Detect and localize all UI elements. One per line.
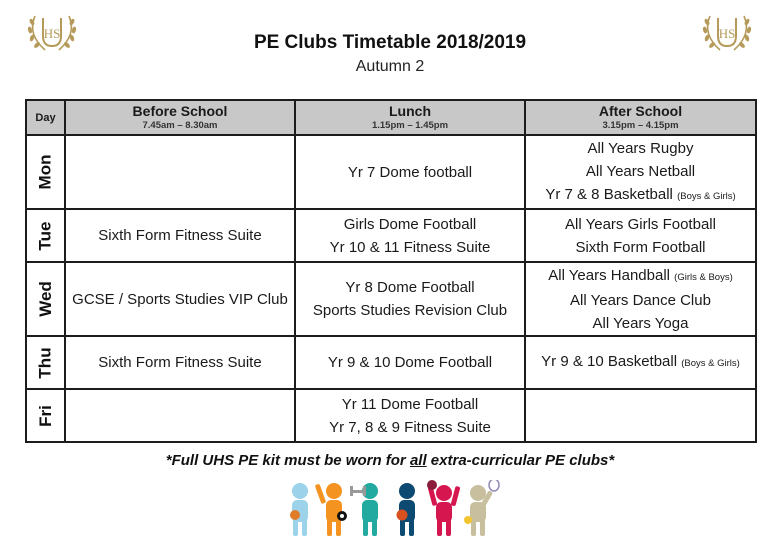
kit-notice-suffix: extra-curricular PE clubs*	[426, 452, 615, 469]
timetable	[25, 99, 757, 443]
activity-item	[526, 137, 755, 160]
column-header-label: Lunch	[389, 103, 431, 119]
activity-name: Yr 7 & 8 Basketball	[545, 185, 673, 203]
day-cell	[26, 209, 65, 262]
activity-name: Sixth Form Fitness Suite	[98, 354, 262, 371]
lunch-cell	[295, 262, 525, 336]
day-label: Mon	[35, 154, 55, 190]
activity-name: Girls Dome Football	[343, 215, 477, 233]
kit-notice-prefix: *Full UHS PE kit must be worn for	[165, 452, 410, 469]
lunch-cell	[295, 336, 525, 389]
after-school-cell	[525, 389, 756, 442]
column-header-lunch	[295, 100, 525, 135]
lunch-cell	[295, 135, 525, 209]
activity-name: Yr 9 & 10 Dome Football	[327, 354, 493, 371]
after-school-cell	[525, 135, 756, 209]
activity-name: Sixth Form Football	[575, 238, 706, 256]
activity-item	[296, 236, 524, 259]
activity-item	[526, 160, 755, 183]
activity-name: All Years Rugby	[587, 139, 694, 157]
activity-name: Yr 7, 8 & 9 Fitness Suite	[329, 418, 491, 436]
activity-item	[296, 299, 524, 322]
activity-name: Yr 7 Dome football	[347, 163, 473, 181]
activity-name: Sixth Form Fitness Suite	[98, 227, 262, 244]
column-header-day	[26, 100, 65, 135]
column-header-time: 7.45am – 8.30am	[142, 120, 218, 131]
activity-name: All Years Netball	[585, 162, 696, 180]
kids-sports-figures-icon	[282, 480, 502, 540]
before-school-cell	[65, 209, 295, 262]
activity-item	[526, 183, 755, 208]
activity-item	[526, 213, 755, 236]
activity-item	[66, 288, 294, 311]
lunch-cell	[295, 209, 525, 262]
day-label: Wed	[35, 281, 55, 317]
column-header-label: After School	[598, 103, 683, 119]
svg-text:HS: HS	[43, 26, 61, 41]
activity-item	[296, 393, 524, 416]
activity-item	[296, 161, 524, 184]
activity-name: All Years Dance Club	[570, 291, 711, 309]
svg-text:HS: HS	[718, 26, 736, 41]
activity-item	[526, 289, 755, 312]
activity-name: Yr 10 & 11 Fitness Suite	[329, 238, 491, 256]
column-header-label: Before School	[132, 103, 228, 119]
table-row	[26, 336, 756, 389]
kids-sports-illustration	[282, 480, 502, 540]
column-header-time: 3.15pm – 4.15pm	[602, 120, 679, 131]
after-school-cell	[525, 262, 756, 336]
activity-item	[526, 312, 755, 335]
activity-item	[296, 276, 524, 299]
lunch-cell	[295, 389, 525, 442]
kit-notice	[0, 452, 780, 469]
table-row	[26, 262, 756, 336]
activity-item	[296, 416, 524, 439]
activity-item	[526, 264, 755, 289]
activity-note: (Boys & Girls)	[681, 358, 740, 369]
activity-name: Sports Studies Revision Club	[312, 302, 508, 319]
activity-item	[526, 350, 755, 375]
table-header-row	[26, 100, 756, 135]
before-school-cell	[65, 135, 295, 209]
activity-name: All Years Handball	[548, 266, 670, 284]
table-row	[26, 389, 756, 442]
activity-name: All Years Girls Football	[565, 215, 716, 233]
activity-name: All Years Yoga	[592, 314, 689, 332]
day-cell	[26, 336, 65, 389]
page-title: PE Clubs Timetable 2018/2019	[253, 32, 527, 53]
before-school-cell	[65, 389, 295, 442]
table-row	[26, 135, 756, 209]
activity-item	[66, 351, 294, 374]
day-label: Fri	[35, 404, 55, 427]
day-cell	[26, 389, 65, 442]
activity-note: (Boys & Girls)	[677, 190, 736, 202]
activity-name: GCSE / Sports Studies VIP Club	[72, 290, 288, 308]
day-label: Thu	[35, 346, 55, 379]
activity-name: Yr 11 Dome Football	[341, 395, 479, 413]
column-header-after-school	[525, 100, 756, 135]
page-subtitle: Autumn 2	[355, 58, 425, 75]
activity-item	[526, 236, 755, 259]
after-school-cell	[525, 336, 756, 389]
day-cell	[26, 135, 65, 209]
day-label: Tue	[35, 221, 55, 250]
table-row	[26, 209, 756, 262]
column-header-label: Day	[35, 111, 56, 124]
before-school-cell	[65, 262, 295, 336]
column-header-before-school	[65, 100, 295, 135]
activity-name: Yr 9 & 10 Basketball	[541, 353, 678, 370]
day-cell	[26, 262, 65, 336]
activity-name: Yr 8 Dome Football	[345, 279, 475, 296]
before-school-cell	[65, 336, 295, 389]
column-header-time: 1.15pm – 1.45pm	[371, 120, 449, 131]
activity-item	[296, 351, 524, 374]
activity-item	[66, 224, 294, 247]
kit-notice-emphasis: all	[409, 452, 427, 469]
activity-note: (Girls & Boys)	[674, 271, 733, 283]
after-school-cell	[525, 209, 756, 262]
activity-item	[296, 213, 524, 236]
